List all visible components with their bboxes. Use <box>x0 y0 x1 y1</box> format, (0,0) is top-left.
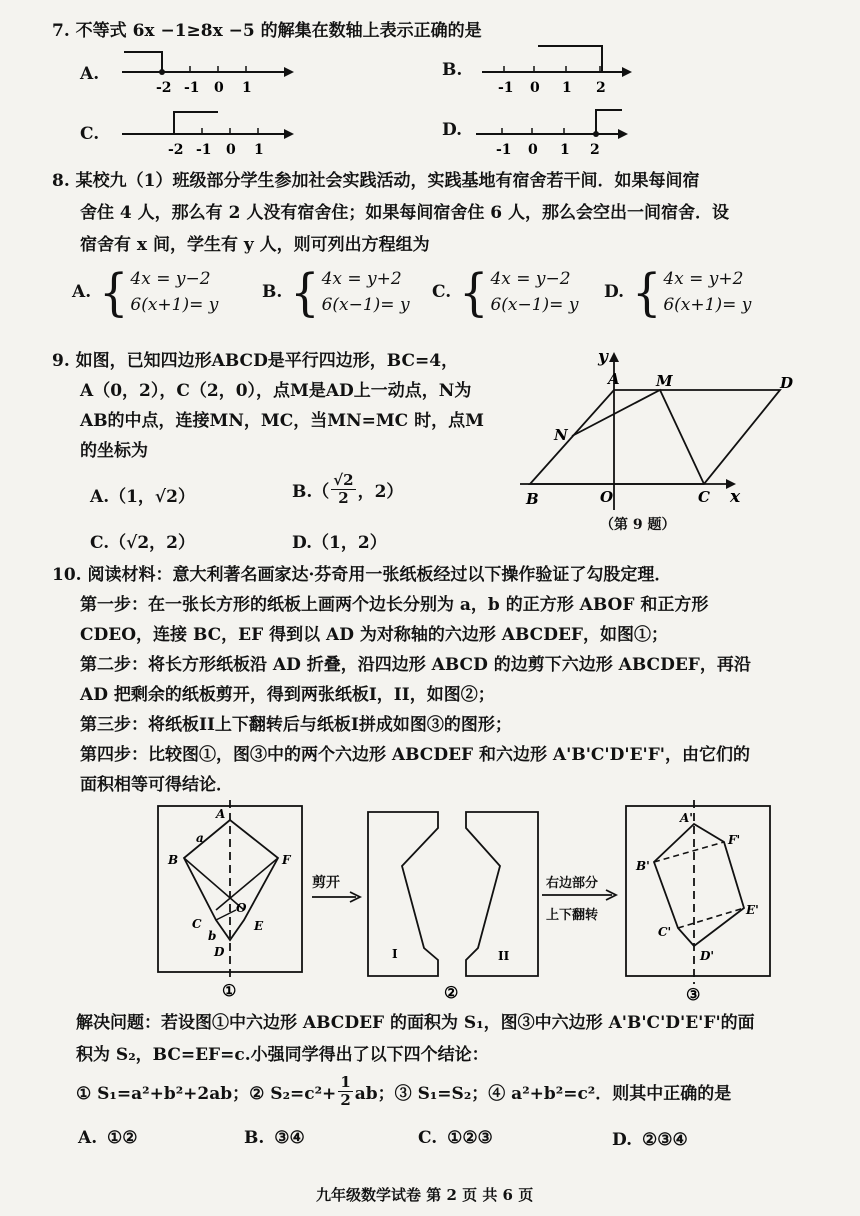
q9-label-B: B <box>526 490 539 508</box>
q7b-tick-1: -1 <box>498 80 514 96</box>
fig1-label-F: F <box>282 853 291 867</box>
fig3-label-C: C' <box>658 925 672 939</box>
q9-label-M: M <box>656 372 673 390</box>
q10-option-d-text: ②③④ <box>641 1130 688 1150</box>
fig3-label-D: D' <box>700 949 715 963</box>
q10-half-numerator: 1 <box>340 1073 351 1091</box>
q9-option-b-label: B.（ <box>292 481 330 502</box>
q10-figure-1 <box>156 800 306 1000</box>
arrow-1-label: 剪开 <box>312 875 340 891</box>
q10-line-6: 第三步：将纸板II上下翻转后与纸板I拼成如图③的图形； <box>80 715 512 735</box>
q9-caption: （第 9 题） <box>600 517 676 533</box>
q7-stem: 7. 不等式 6x −1≥8x −5 的解集在数轴上表示正确的是 <box>52 21 482 41</box>
q9-option-a[interactable]: A.（1，√2） <box>90 487 195 507</box>
q10-conclusions <box>76 1074 731 1108</box>
q10-fraction-half <box>338 1074 352 1108</box>
q7-option-c-label[interactable]: C. <box>80 124 100 144</box>
fig3-label-B: B' <box>636 859 650 873</box>
fig1-label-b: b <box>208 929 217 943</box>
q10-option-d-label: D. <box>612 1130 633 1150</box>
fig1-label-a: a <box>196 831 204 845</box>
q10-option-a[interactable] <box>78 1128 138 1148</box>
q7d-tick-4: 2 <box>590 142 600 158</box>
q9-option-b-fraction <box>331 472 355 506</box>
q10-option-b-text: ③④ <box>274 1128 305 1148</box>
q10-option-c-text: ①②③ <box>447 1128 493 1148</box>
q9-line-2: A（0，2），C（2，0），点M是AD上一动点，N为 <box>80 381 472 401</box>
q8b-eq1: 4x = y+2 <box>321 269 402 289</box>
q8-option-d[interactable] <box>604 262 752 323</box>
q8-line-1: 8. 某校九（1）班级部分学生参加社会实践活动，实践基地有宿舍若干间．如果每间宿 <box>52 171 700 191</box>
q7-option-a-numberline <box>118 42 298 100</box>
q8c-eq2: 6(x−1)= y <box>490 295 579 316</box>
fig1-label-E: E <box>254 919 264 933</box>
q10-solve-1: 解决问题：若设图①中六边形 ABCDEF 的面积为 S₁，图③中六边形 A'B'C'D'E'F'的面 <box>76 1013 755 1033</box>
q7a-tick-1: -2 <box>156 80 172 96</box>
q10-line-7: 第四步：比较图①，图③中的两个六边形 ABCDEF 和六边形 A'B'C'D'E'F'，由它们的 <box>80 745 751 765</box>
q8-line-3: 宿舍有 x 间，学生有 y 人，则可列出方程组为 <box>80 235 430 255</box>
q7a-tick-2: -1 <box>184 80 200 96</box>
q9-label-N: N <box>554 426 568 444</box>
q7b-tick-4: 2 <box>596 80 606 96</box>
q7-option-c-numberline <box>118 104 298 162</box>
q9-label-C: C <box>698 488 710 506</box>
q7d-tick-1: -1 <box>496 142 512 158</box>
fig3-label-E: E' <box>746 903 759 917</box>
q9-label-x: x <box>730 487 741 507</box>
q10-line-3: CDEO，连接 BC，EF 得到以 AD 为对称轴的六边形 ABCDEF，如图①； <box>80 625 668 645</box>
q10-option-c-label: C. <box>418 1128 438 1148</box>
fig1-label-O: O <box>236 901 247 915</box>
q9-label-A: A <box>608 370 620 388</box>
q10-line-4: 第二步：将长方形纸板沿 AD 折叠，沿四边形 ABCD 的边剪下六边形 ABCDEF，再沿 <box>80 655 751 675</box>
q8a-eq1: 4x = y−2 <box>130 269 211 289</box>
q8d-eq1: 4x = y+2 <box>663 269 744 289</box>
q9-label-D: D <box>780 374 794 392</box>
q7d-tick-3: 1 <box>560 142 570 158</box>
q7b-tick-2: 0 <box>530 80 540 96</box>
q10-line-2: 第一步：在一张长方形的纸板上画两个边长分别为 a，b 的正方形 ABOF 和正方形 <box>80 595 709 615</box>
arrow-2-icon <box>540 888 622 902</box>
q10-conclusions-part-b: ab；③ S₁=S₂；④ a²+b²=c²．则其中正确的是 <box>354 1083 732 1104</box>
q10-line-8: 面积相等可得结论． <box>80 775 233 795</box>
q8b-eq2: 6(x−1)= y <box>321 295 410 316</box>
fig2-piece-II: II <box>498 949 510 963</box>
q8-option-d-label: D. <box>604 282 625 303</box>
q10-figure-3 <box>624 800 774 1004</box>
page-footer: 九年级数学试卷 第 2 页 共 6 页 <box>316 1186 534 1204</box>
q10-option-a-label: A. <box>78 1128 98 1148</box>
q8-line-2: 舍住 4 人，那么有 2 人没有宿舍住；如果每间宿舍住 6 人，那么会空出一间宿舍．设 <box>80 203 729 223</box>
arrow-1-icon <box>310 890 366 904</box>
q9b-numerator: √2 <box>333 471 354 489</box>
q7c-tick-3: 0 <box>226 142 236 158</box>
q10-half-denominator: 2 <box>340 1090 351 1109</box>
q10-option-c[interactable] <box>418 1128 493 1148</box>
brace-icon: { <box>290 262 320 323</box>
arrow-2-top: 右边部分 <box>546 876 599 891</box>
brace-icon: { <box>632 262 662 323</box>
q7c-tick-2: -1 <box>196 142 212 158</box>
q10-solve-2: 积为 S₂，BC=EF=c.小强同学得出了以下四个结论： <box>76 1045 489 1065</box>
q10-line-5: AD 把剩余的纸板剪开，得到两张纸板I，II，如图②； <box>80 685 495 705</box>
fig1-number: ① <box>222 981 237 1000</box>
q9-option-c[interactable]: C.（√2，2） <box>90 533 195 553</box>
q10-option-b-label: B. <box>244 1128 265 1148</box>
fig1-label-C: C <box>192 917 202 931</box>
arrow-2-bottom: 上下翻转 <box>546 908 599 923</box>
brace-icon: { <box>99 262 129 323</box>
q8-option-a[interactable] <box>72 262 219 323</box>
q10-option-a-text: ①② <box>107 1128 138 1148</box>
fig2-piece-I: I <box>392 947 398 961</box>
q9-label-O: O <box>600 488 614 506</box>
q9-option-b-tail: ，2） <box>357 481 404 502</box>
q7-option-b-numberline <box>478 40 638 98</box>
q8-option-b[interactable] <box>262 262 410 323</box>
q10-figure-2 <box>366 808 542 1004</box>
q9-option-d[interactable]: D.（1，2） <box>292 533 387 553</box>
q7a-tick-4: 1 <box>242 80 252 96</box>
q7c-tick-4: 1 <box>254 142 264 158</box>
fig1-label-B: B <box>168 853 179 867</box>
q8-option-c[interactable] <box>432 262 579 323</box>
q7-option-d-numberline <box>472 100 632 158</box>
q9b-denominator: 2 <box>338 488 349 507</box>
q7-option-d-label[interactable]: D. <box>442 120 463 140</box>
q9-line-1: 9. 如图，已知四边形ABCD是平行四边形，BC=4， <box>52 351 459 371</box>
fig3-label-F: F' <box>728 833 741 847</box>
brace-icon: { <box>459 262 489 323</box>
q9-option-b[interactable] <box>292 472 403 506</box>
fig3-label-A: A' <box>680 811 693 825</box>
q7c-tick-1: -2 <box>168 142 184 158</box>
q9-line-3: AB的中点，连接MN，MC，当MN=MC 时，点M <box>80 411 484 431</box>
fig1-label-D: D <box>214 945 225 959</box>
q8c-eq1: 4x = y−2 <box>490 269 571 289</box>
q8a-eq2: 6(x+1)= y <box>130 295 219 316</box>
q10-line-1: 10. 阅读材料：意大利著名画家达·芬奇用一张纸板经过以下操作验证了勾股定理． <box>52 565 672 585</box>
q7a-tick-3: 0 <box>214 80 224 96</box>
q10-option-b[interactable] <box>244 1128 305 1148</box>
q7-option-b-label[interactable]: B. <box>442 60 463 80</box>
q8-option-b-label: B. <box>262 282 283 303</box>
q9-line-4: 的坐标为 <box>80 441 148 461</box>
q8-option-c-label: C. <box>432 282 452 303</box>
q9-figure <box>500 340 800 540</box>
fig1-label-A: A <box>216 807 226 821</box>
fig3-number: ③ <box>686 985 701 1004</box>
q7-option-a-label[interactable]: A. <box>80 64 100 84</box>
fig2-number: ② <box>444 983 459 1002</box>
q8d-eq2: 6(x+1)= y <box>663 295 752 316</box>
q8-option-a-label: A. <box>72 282 92 303</box>
q10-conclusions-part-a: ① S₁=a²+b²+2ab；② S₂=c²+ <box>76 1083 337 1104</box>
q9-label-y: y <box>598 347 608 367</box>
q7b-tick-3: 1 <box>562 80 572 96</box>
q7d-tick-2: 0 <box>528 142 538 158</box>
q10-option-d[interactable] <box>612 1130 688 1150</box>
